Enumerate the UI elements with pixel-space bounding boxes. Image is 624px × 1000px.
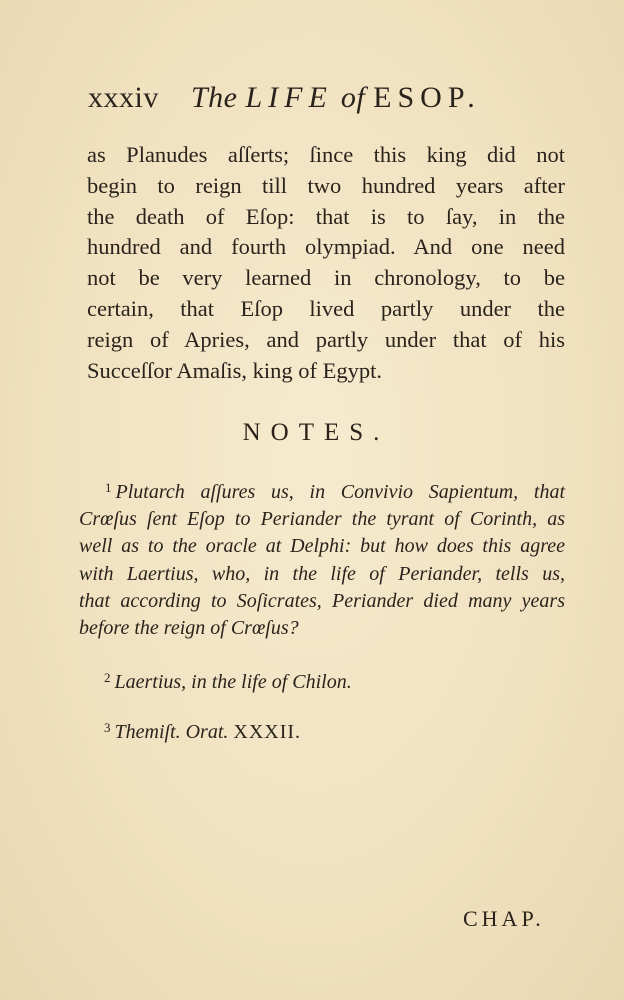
footnote-line: well as to the oracle at Delphi: but how does this agree bbox=[79, 535, 565, 558]
catchword: CHAP. bbox=[463, 906, 545, 931]
footnote-marker: 3 bbox=[104, 720, 111, 735]
body-line: begin to reign till two hundred years after bbox=[87, 172, 565, 198]
running-title bbox=[191, 76, 481, 120]
running-header bbox=[88, 76, 548, 120]
body-line: reign of Apries, and partly under that of his bbox=[87, 326, 565, 352]
body-line: the death of Eſop: that is to ſay, in the bbox=[87, 203, 565, 229]
footnote-line bbox=[79, 474, 565, 506]
title-of: of bbox=[340, 81, 366, 114]
page-number: xxxiv bbox=[88, 81, 159, 114]
footnote-line: Crœſus ſent Eſop to Periander the tyrant of Corinth, as bbox=[79, 508, 565, 531]
footnote-marker: 1 bbox=[105, 480, 112, 495]
footnote-line: before the reign of Crœſus? bbox=[79, 617, 299, 640]
title-life: LIFE bbox=[245, 81, 333, 114]
title-esop: ESOP. bbox=[373, 81, 481, 114]
body-line: certain, that Eſop lived partly under the bbox=[87, 295, 565, 321]
body-line: Succeſſor Amaſis, king of Egypt. bbox=[87, 357, 382, 383]
footnote-text: Laertius, in the life of Chilon. bbox=[114, 671, 352, 693]
body-line: as Planudes aſſerts; ſince this king did not bbox=[87, 142, 565, 167]
footnote-line: with Laertius, who, in the life of Periander, tells us, bbox=[79, 562, 565, 585]
footnote-2 bbox=[104, 664, 352, 696]
body-line: not be very learned in chronology, to be bbox=[87, 265, 565, 291]
body-paragraph bbox=[87, 140, 565, 386]
footnote-3 bbox=[104, 714, 301, 746]
footnote-text-roman: XXXII. bbox=[233, 721, 302, 743]
footnote-text: Plutarch aſſures us, in Convivio Sapientum, that bbox=[115, 481, 565, 503]
footnote-marker: 2 bbox=[104, 670, 111, 685]
notes-heading: NOTES. bbox=[242, 419, 390, 446]
footnote-text: Themiſt. Orat. bbox=[114, 721, 229, 743]
footnote-line: that according to Soſicrates, Periander died many years bbox=[79, 589, 565, 612]
footnote-1 bbox=[79, 474, 565, 642]
title-the: The bbox=[191, 81, 238, 114]
body-line: hundred and fourth olympiad. And one need bbox=[87, 234, 565, 260]
